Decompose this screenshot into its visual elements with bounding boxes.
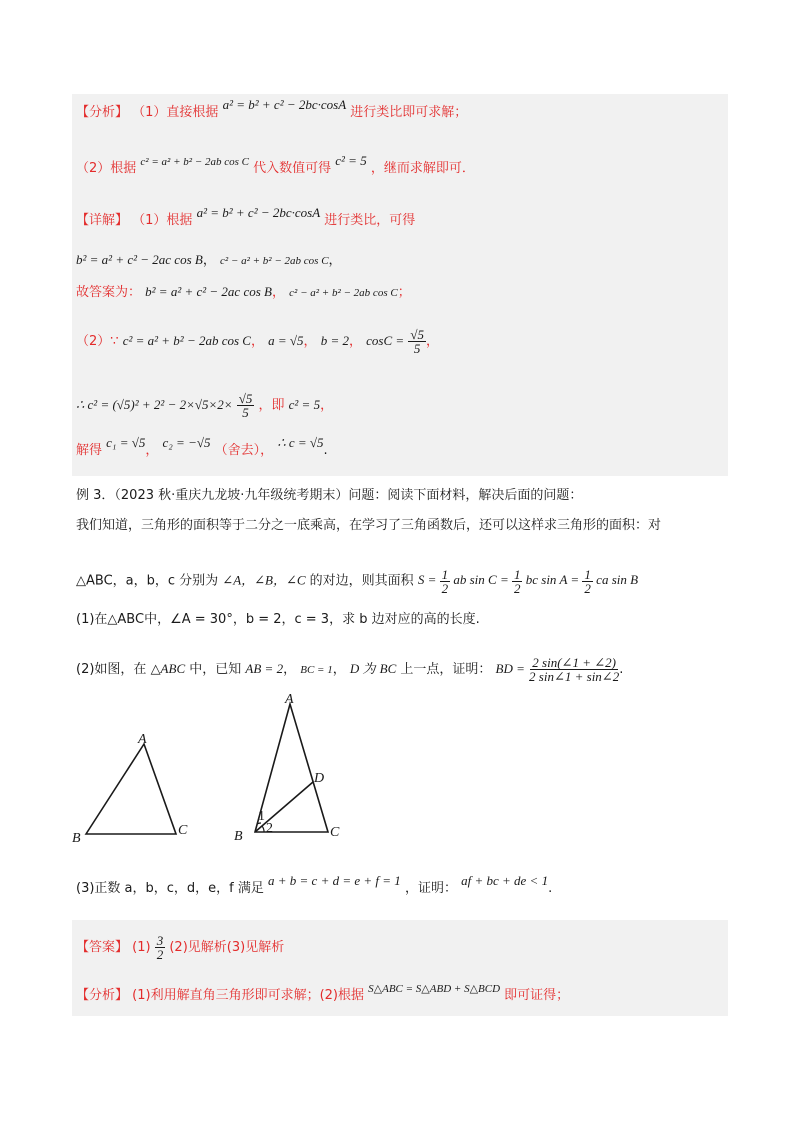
- example3-area-line: △ABC，a，b，c 分别为 ∠A，∠B，∠C 的对边，则其面积 S = $\frac{1}{2}$ ab sin C = $\frac{1}{2}$ bc sin A = $\frac{1}{2}$ ca sin B: [76, 567, 639, 596]
- formula-cos-a: a² = b² + c² − 2bc·cosA: [222, 97, 347, 112]
- result-c-squared: c² = 5: [335, 153, 367, 168]
- given-cos-fraction: $\frac{√5}{5}$: [410, 327, 424, 356]
- question-2: (2)如图，在 △ABC 中，已知 AB = 2， BC = 1， D 为 BC 上一点，证明： BD = $\frac{2 \sin(\angle 1 + \angle 2)}{2 \sin\angle 1 + \sin\angle 2}$ .: [76, 655, 624, 684]
- given-a: a = √5: [268, 333, 304, 348]
- analysis-line: 【分析】 （1）直接根据 a² = b² + c² − 2bc·cosA 进行类比即可求解；: [76, 97, 468, 120]
- therefore-lhs: ∴ c² = (√5)² + 2² − 2×√5×2×: [76, 397, 233, 412]
- angle-1-label: 1: [258, 809, 265, 824]
- derived-formulas-line: b² = a² + c² − 2ac cos B， c² − a² + b² − 2ab cos C，: [76, 252, 342, 268]
- analysis-line-2: （2）根据 $^{c^2 = a^2 + b^2 - 2ab cos C}$ 代入数值可得 c² = 5 ，继而求解即可．: [76, 153, 475, 176]
- vertex-c-label: C: [178, 823, 188, 838]
- vertex-c-label: C: [330, 825, 340, 840]
- detail-line: 【详解】 （1）根据 a² = b² + c² − 2bc·cosA 进行类比，可得: [76, 205, 416, 228]
- root-c1: c₁ = √5: [106, 435, 146, 450]
- vertex-b-label: B: [72, 831, 81, 846]
- figure-triangle-abc: [70, 730, 220, 850]
- root-c2: c₂ = −√5: [162, 435, 211, 450]
- formula-b-squared: b² = a² + c² − 2ac cos B: [76, 252, 203, 267]
- analysis-line-ex3: 【分析】 (1)利用解直角三角形即可求解；(2)根据 $^{S\triangle ABC = S\triangle ABD + S\triangle BCD}$ 即可证得；: [76, 983, 570, 1003]
- analysis-tag-ex3: 【分析】: [76, 988, 129, 1003]
- area-formula: S = $\frac{1}{2}$ ab sin C = $\frac{1}{2}$ bc sin A = $\frac{1}{2}$ ca sin B: [417, 567, 639, 596]
- vertex-b-label: B: [234, 829, 243, 844]
- therefore-fraction: $\frac{√5}{5}$: [238, 391, 253, 420]
- analysis-tag: 【分析】: [76, 105, 129, 120]
- given-b: b = 2: [320, 333, 349, 348]
- question-3: (3)正数 a，b，c，d，e，f 满足 a + b = c + d = e + f = 1 ，证明： af + bc + de < 1.: [76, 873, 553, 896]
- bd-fraction: $\frac{2 \sin(\angle 1 + \angle 2)}{2 \sin\angle 1 + \sin\angle 2}$: [529, 655, 620, 684]
- given-cos-label: cosC =: [366, 333, 405, 348]
- vertex-a-label: A: [285, 692, 294, 707]
- example3-intro: 我们知道，三角形的面积等于二分之一底乘高，在学习了三角函数后，还可以这样求三角形的面积：对: [76, 518, 662, 533]
- answer-line: 故答案为： b² = a² + c² − 2ac cos B， c² − a² + b² − 2ab cos C；: [76, 284, 411, 300]
- formula-cos-c: c² = a² + b² − 2ab cos C: [140, 156, 249, 168]
- formula-c-squared-dash: c² − a² + b² − 2ab cos C: [219, 255, 329, 267]
- part2-given-line: （2）∵ c² = a² + b² − 2ab cos C， a = √5， b = 2， cosC = $\frac{√5}{5}$ ，: [76, 327, 439, 356]
- answer-line-ex3: 【答案】 (1) $\frac{3}{2}$ (2)见解析(3)见解析: [76, 933, 285, 962]
- answer-tag: 【答案】: [76, 940, 129, 955]
- solve-line: 解得 c₁ = √5， c₂ = −√5 （舍去）， ∴ c = √5.: [76, 435, 328, 458]
- vertex-a-label: A: [138, 732, 147, 747]
- final-c: ∴ c = √5: [277, 435, 324, 450]
- point-d-label: D: [314, 771, 325, 786]
- detail-tag: 【详解】: [76, 213, 129, 228]
- therefore-line: ∴ c² = (√5)² + 2² − 2×√5×2× $\frac{√5}{5}$ ，即 c² = 5，: [76, 391, 334, 420]
- angle-2-label: 2: [266, 821, 273, 836]
- area-relation: S△ABC = S△ABD + S△BCD: [368, 983, 501, 995]
- answer-fraction: $\frac{3}{2}$: [156, 933, 164, 962]
- question-1: (1)在△ABC中，∠A = 30°，b = 2，c = 3，求 b 边对应的高的长度.: [76, 612, 480, 627]
- figure-triangle-abcd: [228, 690, 358, 850]
- example3-heading: 例 3．（2023 秋·重庆九龙坡·九年级统考期末）问题：阅读下面材料，解决后面的问题：: [76, 488, 583, 503]
